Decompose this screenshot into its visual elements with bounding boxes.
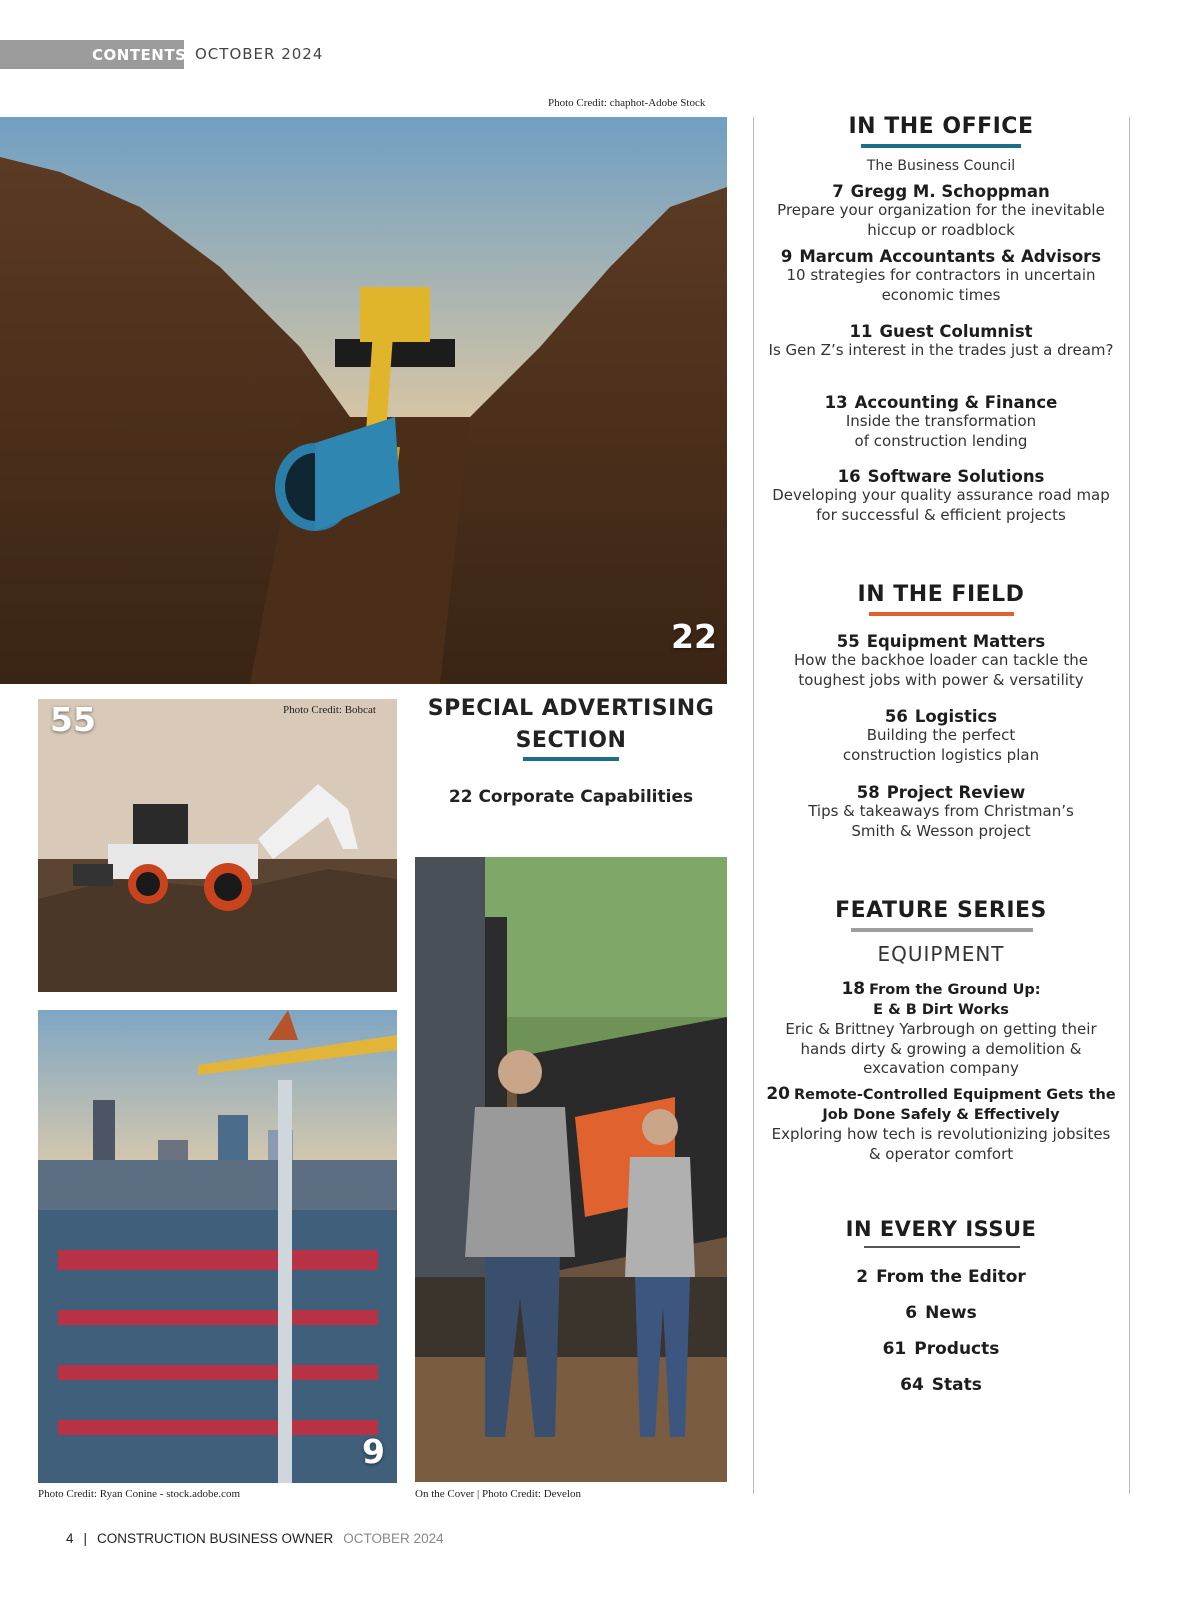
toc-item-number: 7 <box>832 182 844 201</box>
toc-item-description: Tips & takeaways from Christman’s <box>808 802 1074 820</box>
toc-item-title: Guest Columnist <box>879 322 1033 341</box>
toc-item[interactable] <box>760 783 1122 841</box>
toc-item[interactable] <box>760 1339 1122 1359</box>
toc-item[interactable] <box>760 182 1122 240</box>
toc-item-description: Inside the transformation <box>845 412 1037 430</box>
toc-item-title: Software Solutions <box>867 467 1045 486</box>
page-footer: 4 | CONSTRUCTION BUSINESS OWNER OCTOBER 2024 <box>66 1531 444 1546</box>
footer-date: OCTOBER 2024 <box>343 1531 444 1546</box>
toc-item-number: 16 <box>837 467 861 486</box>
toc-item-title: Gregg M. Schoppman <box>850 182 1050 201</box>
section-label: CONTENTS <box>92 46 187 64</box>
in-the-field-rule <box>869 612 1014 616</box>
toc-item[interactable] <box>760 1303 1122 1323</box>
backhoe-page-number: 55 <box>50 700 96 739</box>
toc-item[interactable] <box>760 1267 1122 1287</box>
toc-item-description: & operator comfort <box>868 1144 1014 1163</box>
toc-item-title: Marcum Accountants & Advisors <box>799 247 1102 266</box>
backhoe-loader-photo[interactable] <box>38 699 397 992</box>
feature-series-subtitle: EQUIPMENT <box>877 942 1005 966</box>
toc-item-description: Building the perfect <box>866 726 1016 744</box>
toc-item-number: 55 <box>836 632 860 651</box>
issue-date: OCTOBER 2024 <box>195 45 324 63</box>
toc-item[interactable] <box>760 467 1122 525</box>
toc-item[interactable] <box>760 393 1122 451</box>
column-divider-right <box>1129 117 1130 1494</box>
toc-item-title: Products <box>914 1339 1000 1359</box>
crane-photo-credit: Photo Credit: Ryan Conine - stock.adobe.com <box>38 1488 241 1500</box>
special-advertising-title-line2: SECTION <box>515 728 627 753</box>
toc-item-number: 2 <box>856 1267 869 1287</box>
toc-item-number: 20 <box>766 1084 790 1104</box>
toc-item-description: economic times <box>881 285 1001 304</box>
crane-page-number: 9 <box>362 1432 385 1471</box>
toc-item-title: E & B Dirt Works <box>873 1001 1009 1018</box>
toc-item-number: 11 <box>849 322 873 341</box>
toc-item-number: 64 <box>900 1375 924 1395</box>
toc-item-title: Logistics <box>914 707 998 726</box>
feature-series-title: FEATURE SERIES <box>835 898 1047 923</box>
backhoe-photo-credit: Photo Credit: Bobcat <box>283 704 376 716</box>
special-advertising-rule <box>523 757 619 761</box>
toc-item-number: 9 <box>780 247 793 266</box>
toc-item-title: Stats <box>931 1375 982 1395</box>
in-every-issue-title: IN EVERY ISSUE <box>845 1217 1037 1241</box>
toc-item[interactable] <box>760 707 1122 765</box>
feature-series-rule <box>851 928 1033 932</box>
page-number: 4 <box>66 1531 74 1546</box>
toc-item-description: hiccup or roadblock <box>867 220 1015 239</box>
hero-trench-photo[interactable] <box>0 117 727 684</box>
hero-photo-credit: Photo Credit: chaphot-Adobe Stock <box>548 97 706 109</box>
toc-item[interactable] <box>760 247 1122 305</box>
toc-item-number: 56 <box>884 707 908 726</box>
toc-item-title: From the Editor <box>876 1267 1026 1287</box>
publication-name: CONSTRUCTION BUSINESS OWNER <box>97 1531 334 1546</box>
toc-item-description: construction logistics plan <box>842 745 1040 764</box>
toc-item-description: for successful & efficient projects <box>816 505 1066 524</box>
toc-item[interactable] <box>760 1375 1122 1395</box>
toc-item-title: Job Done Safely & Effectively <box>822 1106 1060 1123</box>
toc-item-number: 18 <box>841 979 866 999</box>
toc-item-number: 13 <box>824 393 848 412</box>
in-the-office-title: IN THE OFFICE <box>848 114 1034 139</box>
special-advertising-title-line1: SPECIAL ADVERTISING <box>427 696 715 721</box>
toc-item[interactable] <box>760 980 1122 1079</box>
toc-item[interactable] <box>760 632 1122 690</box>
toc-item-description: Exploring how tech is revolutionizing jobsites <box>771 1125 1111 1143</box>
toc-item-description: excavation company <box>863 1059 1019 1077</box>
toc-item-description: How the backhoe loader can tackle the <box>794 651 1088 669</box>
in-every-issue-rule <box>864 1246 1020 1248</box>
toc-item-description: hands dirty & growing a demolition & <box>800 1039 1082 1058</box>
toc-item-title: Equipment Matters <box>866 632 1046 651</box>
toc-item-description: Developing your quality assurance road map <box>772 486 1110 504</box>
toc-item-title: Remote-Controlled Equipment Gets the <box>794 1087 1116 1103</box>
toc-item-title: Project Review <box>886 783 1026 802</box>
toc-item-number: 6 <box>905 1303 918 1323</box>
toc-item-description: Prepare your organization for the inevitable <box>777 201 1105 219</box>
toc-item[interactable] <box>760 322 1122 361</box>
toc-item-title: From the Ground Up: <box>869 982 1041 998</box>
hero-page-number: 22 <box>671 617 717 656</box>
toc-item-description: Eric & Brittney Yarbrough on getting their <box>785 1020 1097 1038</box>
toc-item-description: of construction lending <box>854 431 1028 450</box>
cover-photo[interactable] <box>415 857 727 1482</box>
special-advertising-item[interactable]: 22 Corporate Capabilities <box>448 787 694 807</box>
toc-item-description: 10 strategies for contractors in uncertain <box>786 266 1096 284</box>
toc-item[interactable] <box>760 1085 1122 1164</box>
toc-item-number: 58 <box>856 783 880 802</box>
toc-item-number: 61 <box>882 1339 907 1359</box>
cover-photo-credit: On the Cover | Photo Credit: Develon <box>415 1488 581 1500</box>
toc-item-title: News <box>925 1303 977 1323</box>
in-the-field-title: IN THE FIELD <box>857 582 1025 607</box>
crane-city-photo[interactable] <box>38 1010 397 1483</box>
column-divider-left <box>753 117 754 1494</box>
toc-item-title: Accounting & Finance <box>854 393 1058 412</box>
toc-item-description: Is Gen Z’s interest in the trades just a dream? <box>768 341 1114 359</box>
toc-item-description: Smith & Wesson project <box>851 821 1031 840</box>
toc-item-description: toughest jobs with power & versatility <box>798 670 1084 689</box>
in-the-office-subtitle: The Business Council <box>866 158 1016 174</box>
in-the-office-rule <box>861 144 1021 148</box>
